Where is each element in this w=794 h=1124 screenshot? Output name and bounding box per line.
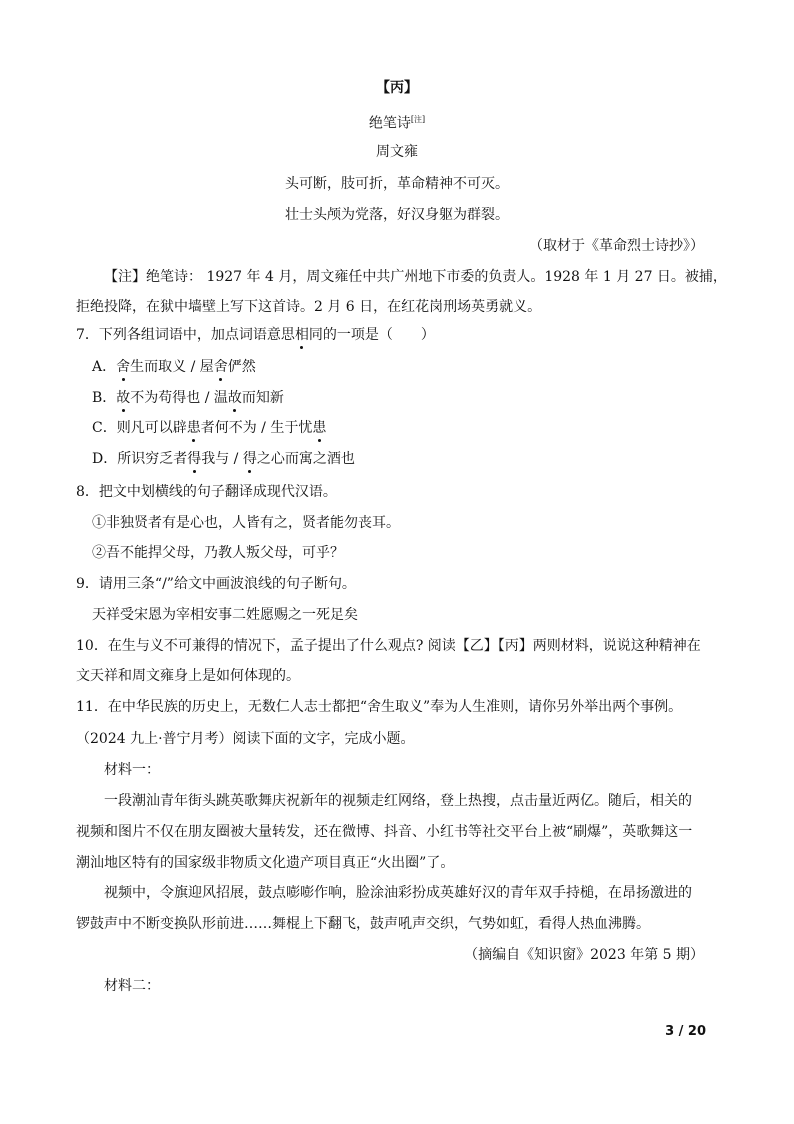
- material-1-p2-line-1: 视频中，令旗迎风招展，鼓点嘭嘭作响，脸涂油彩扮成英雄好汉的青年双手持槌，在昂扬激进的: [104, 885, 692, 901]
- q7-d-pre: D．所识穷乏者: [92, 451, 188, 467]
- q7-c-dotted-2: 患: [312, 420, 327, 436]
- poem-line-2: 壮士头颅为党落，好汉身躯为群裂。: [285, 207, 509, 223]
- q7-stem-b: 同的一项是（ ）: [308, 327, 435, 343]
- note-line-2: 拒绝投降，在狱中墙壁上写下这首诗。2 月 6 日，在红花岗刑场英勇就义。: [76, 299, 542, 315]
- poem-line-1: 头可断，肢可折，革命精神不可灭。: [285, 176, 509, 192]
- q9-sentence: 天祥受宋恩为宰相安事二姓愿赐之一死足矣: [92, 607, 358, 623]
- material-1-p1-line-3: 潮汕地区特有的国家级非物质文化遗产项目真正“火出圈”了。: [76, 855, 455, 871]
- q7-c-mid: 者何不为 / 生于忧: [200, 420, 313, 436]
- q7-d-dotted-1: 得: [187, 451, 202, 467]
- page-number: 3 / 20: [665, 1024, 706, 1039]
- q7-a-dotted-2: 舍: [213, 359, 228, 375]
- q7-a-mid: 生而取义 / 屋: [130, 359, 214, 375]
- question-10-line-1: 10．在生与义不可兼得的情况下，孟子提出了什么观点? 阅读【乙】【丙】两则材料，说说这种精神在: [76, 638, 701, 654]
- material-1-p1-line-2: 视频和图片不仅在朋友圈被大量转发，还在微博、抖音、小红书等社交平台上被“刷爆”，英歌舞这一: [76, 824, 693, 840]
- q7-a-post: 俨然: [227, 359, 256, 375]
- q8-item-2: ②吾不能捍父母，乃教人叛父母，可乎？: [92, 545, 344, 561]
- q7-d-dotted-2: 得: [242, 451, 257, 467]
- q7-stem-a: 7．下列各组词语中，加点词语意思: [76, 327, 295, 343]
- section-intro: （2024 九上·普宁月考）阅读下面的文字，完成小题。: [76, 731, 415, 747]
- q7-a-dotted-1: 舍: [116, 359, 131, 375]
- q7-c-dotted-1: 患: [186, 420, 201, 436]
- question-9-stem: 9．请用三条“/”给文中画波浪线的句子断句。: [76, 576, 356, 592]
- poem-title: [0, 110, 794, 134]
- q7-b-dotted-2: 故: [227, 390, 242, 406]
- q7-b-dotted-1: 故: [116, 390, 131, 406]
- material-1-p1-line-1: 一段潮汕青年街头跳英歌舞庆祝新年的视频走红网络，登上热搜，点击量近两亿。随后，相关的: [104, 793, 692, 809]
- q7-option-b: [92, 388, 284, 408]
- question-10-line-2: 文天祥和周文雍身上是如何体现的。: [76, 668, 300, 684]
- poem-heading: 【丙】: [376, 80, 418, 96]
- q7-d-mid: 我与 /: [201, 451, 243, 467]
- poem-author: 周文雍: [376, 144, 418, 160]
- question-11-line-1: 11．在中华民族的历史上，无数仁人志士都把“舍生取义”奉为人生准则，请你另外举出两个事例。: [76, 699, 683, 715]
- q8-item-1: ①非独贤者有是心也，人皆有之，贤者能勿丧耳。: [92, 515, 400, 531]
- q7-d-post: 之心而寓之酒也: [256, 451, 355, 467]
- q7-c-pre: C．则凡可以辟: [92, 420, 187, 436]
- q7-a-pre: A．: [92, 359, 117, 375]
- poem-title-note: [注]: [410, 115, 426, 124]
- q7-option-d: [92, 449, 355, 469]
- q7-option-a: [92, 357, 256, 377]
- q7-stem-dotted: 相: [294, 327, 309, 343]
- material-1-label: 材料一：: [104, 762, 160, 778]
- material-1-source: （摘编自《知识窗》2023 年第 5 期）: [464, 947, 704, 963]
- q7-option-c: [92, 418, 326, 438]
- question-7-stem: [76, 325, 435, 345]
- q7-b-mid: 不为苟得也 / 温: [130, 390, 228, 406]
- question-8-stem: 8．把文中划横线的句子翻译成现代汉语。: [76, 484, 337, 500]
- q7-b-pre: B．: [92, 390, 117, 406]
- poem-source: （取材于《革命烈士诗抄》）: [529, 238, 704, 254]
- poem-title-text: 绝笔诗: [368, 115, 411, 132]
- material-1-p2-line-2: 锣鼓声中不断变换队形前进……舞棍上下翻飞，鼓声吼声交织，气势如虹，看得人热血沸腾。: [76, 916, 650, 932]
- material-2-label: 材料二：: [104, 978, 160, 994]
- q7-b-post: 而知新: [241, 390, 284, 406]
- note-line-1: 【注】绝笔诗： 1927 年 4 月，周文雍任中共广州地下市委的负责人。1928 年 1 月 27 日。被捕，: [104, 269, 727, 285]
